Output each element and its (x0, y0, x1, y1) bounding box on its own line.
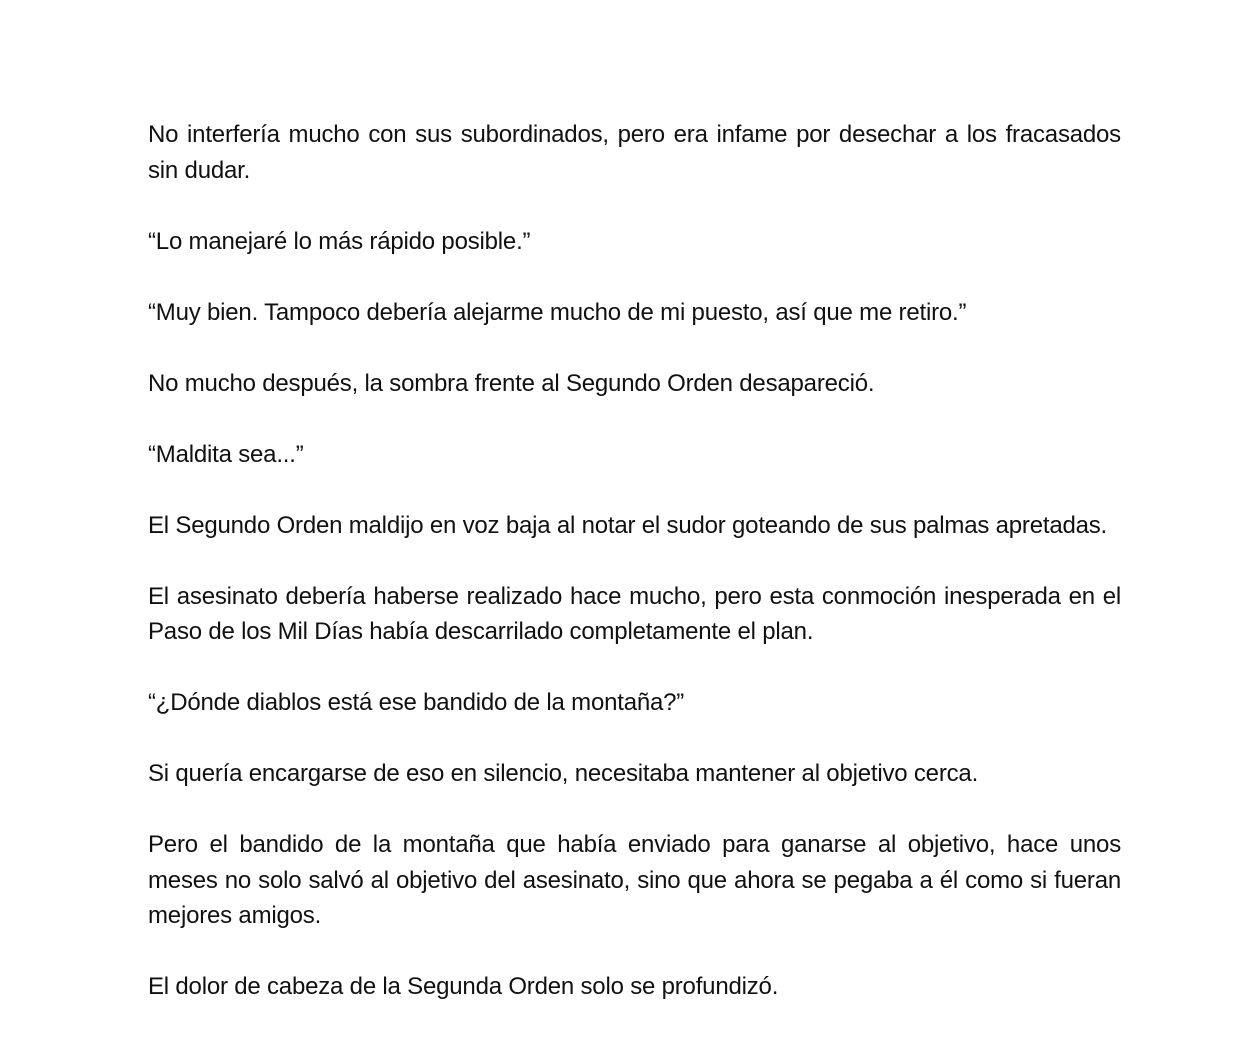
paragraph-10: Pero el bandido de la montaña que había enviado para ganarse al objetivo, hace unos meses no solo salvó al objetivo del asesinato, sino que ahora se pegaba a él como si fueran mejores amigos. (148, 831, 1121, 929)
paragraph-5: “Maldita sea...” (148, 440, 304, 468)
paragraph-9: Si quería encargarse de eso en silencio, necesitaba mantener al objetivo cerca. (148, 760, 979, 787)
paragraph-8: “¿Dónde diablos está ese bandido de la montaña?” (148, 689, 685, 716)
paragraph-1: No interfería mucho con sus subordinados, pero era infame por desechar a los fracasados sin dudar. (148, 121, 1121, 184)
paragraph-7: El asesinato debería haberse realizado hace mucho, pero esta conmoción inesperada en el Paso de los Mil Días había descarrilado completamente el plan. (148, 582, 1121, 645)
paragraph-6: El Segundo Orden maldijo en voz baja al notar el sudor goteando de sus palmas apretadas. (148, 511, 1108, 539)
document-page (148, 117, 1121, 1005)
paragraph-11: El dolor de cabeza de la Segunda Orden solo se profundizó. (148, 973, 779, 1000)
paragraph-3: “Muy bien. Tampoco debería alejarme mucho de mi puesto, así que me retiro.” (148, 298, 967, 326)
paragraph-2: “Lo manejaré lo más rápido posible.” (148, 227, 531, 255)
paragraph-4: No mucho después, la sombra frente al Segundo Orden desapareció. (148, 369, 875, 397)
